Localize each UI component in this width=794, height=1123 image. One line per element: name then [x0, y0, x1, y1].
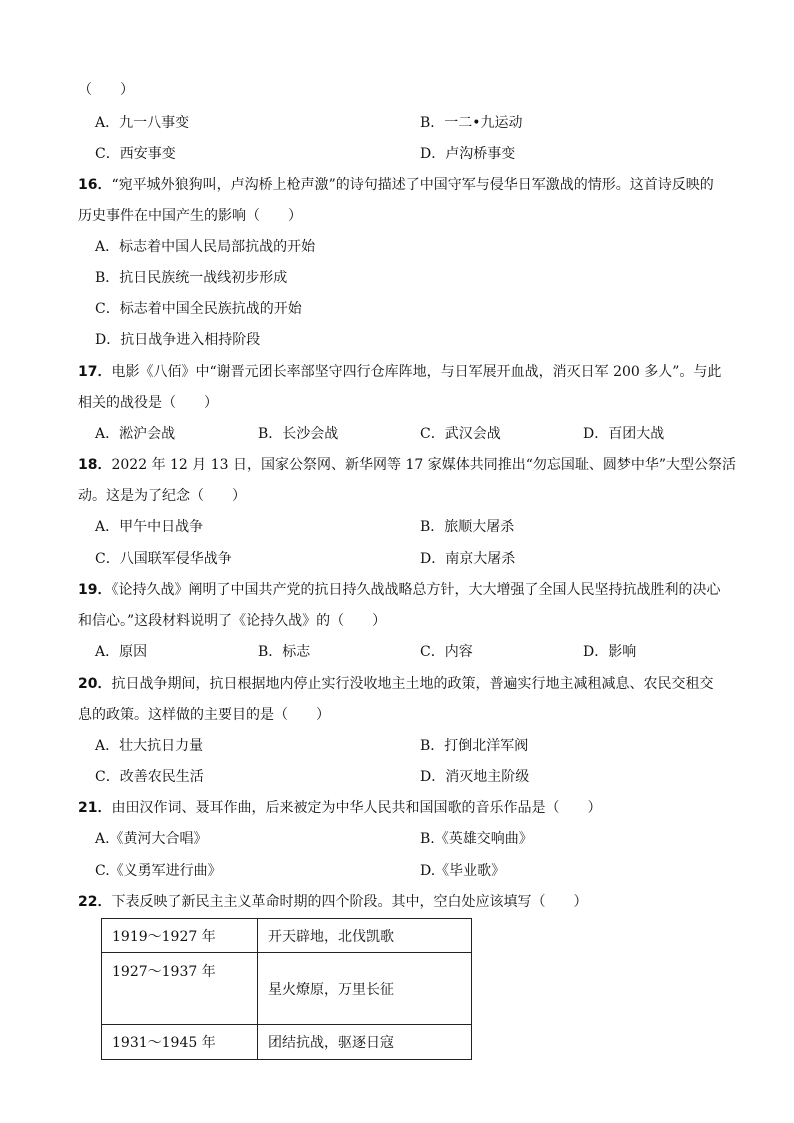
q17-text-1: 电影《八佰》中“谢晋元团长率部坚守四行仓库阵地，与日军展开血战，消灭日军 200 多人”。与此 — [111, 364, 722, 380]
q17-option-b: B．长沙会战 — [258, 426, 339, 442]
q20-stem-line-2: 息的政策。这样做的主要目的是（ ） — [78, 707, 330, 723]
q20-stem-line-1 — [78, 674, 752, 694]
q21-option-c: C.《义勇军进行曲》 — [95, 863, 222, 879]
q20-number: 20． — [78, 676, 112, 692]
q22-text-1: 下表反映了新民主主义革命时期的四个阶段。其中，空白处应该填写（ ） — [111, 894, 588, 910]
q15-option-b: B．一二•九运动 — [420, 115, 523, 131]
table-row — [102, 1025, 472, 1060]
q18-number: 18． — [78, 457, 112, 473]
q21-number: 21． — [78, 800, 112, 816]
q18-stem-line-1 — [78, 455, 752, 475]
table-row — [102, 919, 472, 953]
table-cell-description: 团结抗战，驱逐日寇 — [258, 1025, 472, 1060]
q17-number: 17． — [78, 364, 112, 380]
q18-text-1: 2022 年 12 月 13 日，国家公祭网、新华网等 17 家媒体共同推出“勿忘国耻、圆梦中华”大型公祭活 — [111, 457, 737, 473]
q15-option-a: A．九一八事变 — [95, 115, 190, 131]
table-row — [102, 953, 472, 1025]
q15-option-d: D．卢沟桥事变 — [420, 146, 516, 162]
q16-option-d: D．抗日战争进入相持阶段 — [95, 332, 261, 348]
q17-stem-line-1 — [78, 362, 752, 382]
q19-option-d: D．影响 — [583, 644, 637, 660]
q20-option-b: B．打倒北洋军阀 — [420, 738, 529, 754]
q22-stem-line-1 — [78, 892, 752, 912]
q15-answer-bracket: （ ） — [78, 82, 134, 98]
q20-text-1: 抗日战争期间，抗日根据地内停止实行没收地主土地的政策，普遍实行地主减租减息、农民交租交 — [111, 676, 714, 692]
q17-option-d: D．百团大战 — [583, 426, 665, 442]
q19-option-a: A．原因 — [95, 644, 148, 660]
q16-option-c: C．标志着中国全民族抗战的开始 — [95, 301, 302, 317]
q16-option-a: A．标志着中国人民局部抗战的开始 — [95, 239, 316, 255]
q18-option-c: C．八国联军侵华战争 — [95, 551, 232, 567]
q15-option-c: C．西安事变 — [95, 146, 176, 162]
q19-number: 19． — [78, 582, 112, 598]
q21-option-b: B.《英雄交响曲》 — [420, 831, 533, 847]
table-cell-description: 开天辟地，北伐凯歌 — [258, 919, 472, 953]
q18-option-a: A．甲午中日战争 — [95, 519, 204, 535]
q16-stem-line-1 — [78, 175, 752, 195]
q19-stem-line-2: 和信心。”这段材料说明了《论持久战》的（ ） — [78, 613, 387, 629]
q16-option-b: B．抗日民族统一战线初步形成 — [95, 270, 288, 286]
q19-text-1: 《论持久战》阐明了中国共产党的抗日持久战战略总方针，大大增强了全国人民坚持抗战胜利的决心 — [111, 582, 721, 598]
q18-option-b: B．旅顺大屠杀 — [420, 519, 515, 535]
q19-option-c: C．内容 — [420, 644, 473, 660]
q16-text-1: “宛平城外狼狗叫，卢沟桥上枪声激”的诗句描述了中国守军与侵华日军激战的情形。这首诗反映的 — [111, 177, 714, 193]
q17-option-c: C．武汉会战 — [420, 426, 501, 442]
table-cell-description: 星火燎原，万里长征 — [258, 953, 472, 1025]
q16-number: 16． — [78, 177, 112, 193]
table-cell-period: 1927～1937 年 — [102, 953, 258, 1025]
q20-option-d: D．消灭地主阶级 — [420, 769, 530, 785]
q18-stem-line-2: 动。这是为了纪念（ ） — [78, 488, 246, 504]
q21-option-a: A.《黄河大合唱》 — [95, 831, 208, 847]
q17-option-a: A．淞沪会战 — [95, 426, 176, 442]
q21-option-d: D.《毕业歌》 — [420, 863, 506, 879]
q19-option-b: B．标志 — [258, 644, 311, 660]
q21-text-1: 由田汉作词、聂耳作曲，后来被定为中华人民共和国国歌的音乐作品是（ ） — [111, 800, 602, 816]
table-cell-period: 1919～1927 年 — [102, 919, 258, 953]
q18-option-d: D．南京大屠杀 — [420, 551, 516, 567]
q20-option-c: C．改善农民生活 — [95, 769, 204, 785]
table-cell-period: 1931～1945 年 — [102, 1025, 258, 1060]
q22-number: 22． — [78, 894, 112, 910]
q20-option-a: A．壮大抗日力量 — [95, 738, 204, 754]
q16-stem-line-2: 历史事件在中国产生的影响（ ） — [78, 208, 302, 224]
revolution-stages-table — [101, 918, 472, 1060]
q19-stem-line-1 — [78, 580, 752, 600]
q17-stem-line-2: 相关的战役是（ ） — [78, 395, 218, 411]
q21-stem-line-1 — [78, 798, 752, 818]
